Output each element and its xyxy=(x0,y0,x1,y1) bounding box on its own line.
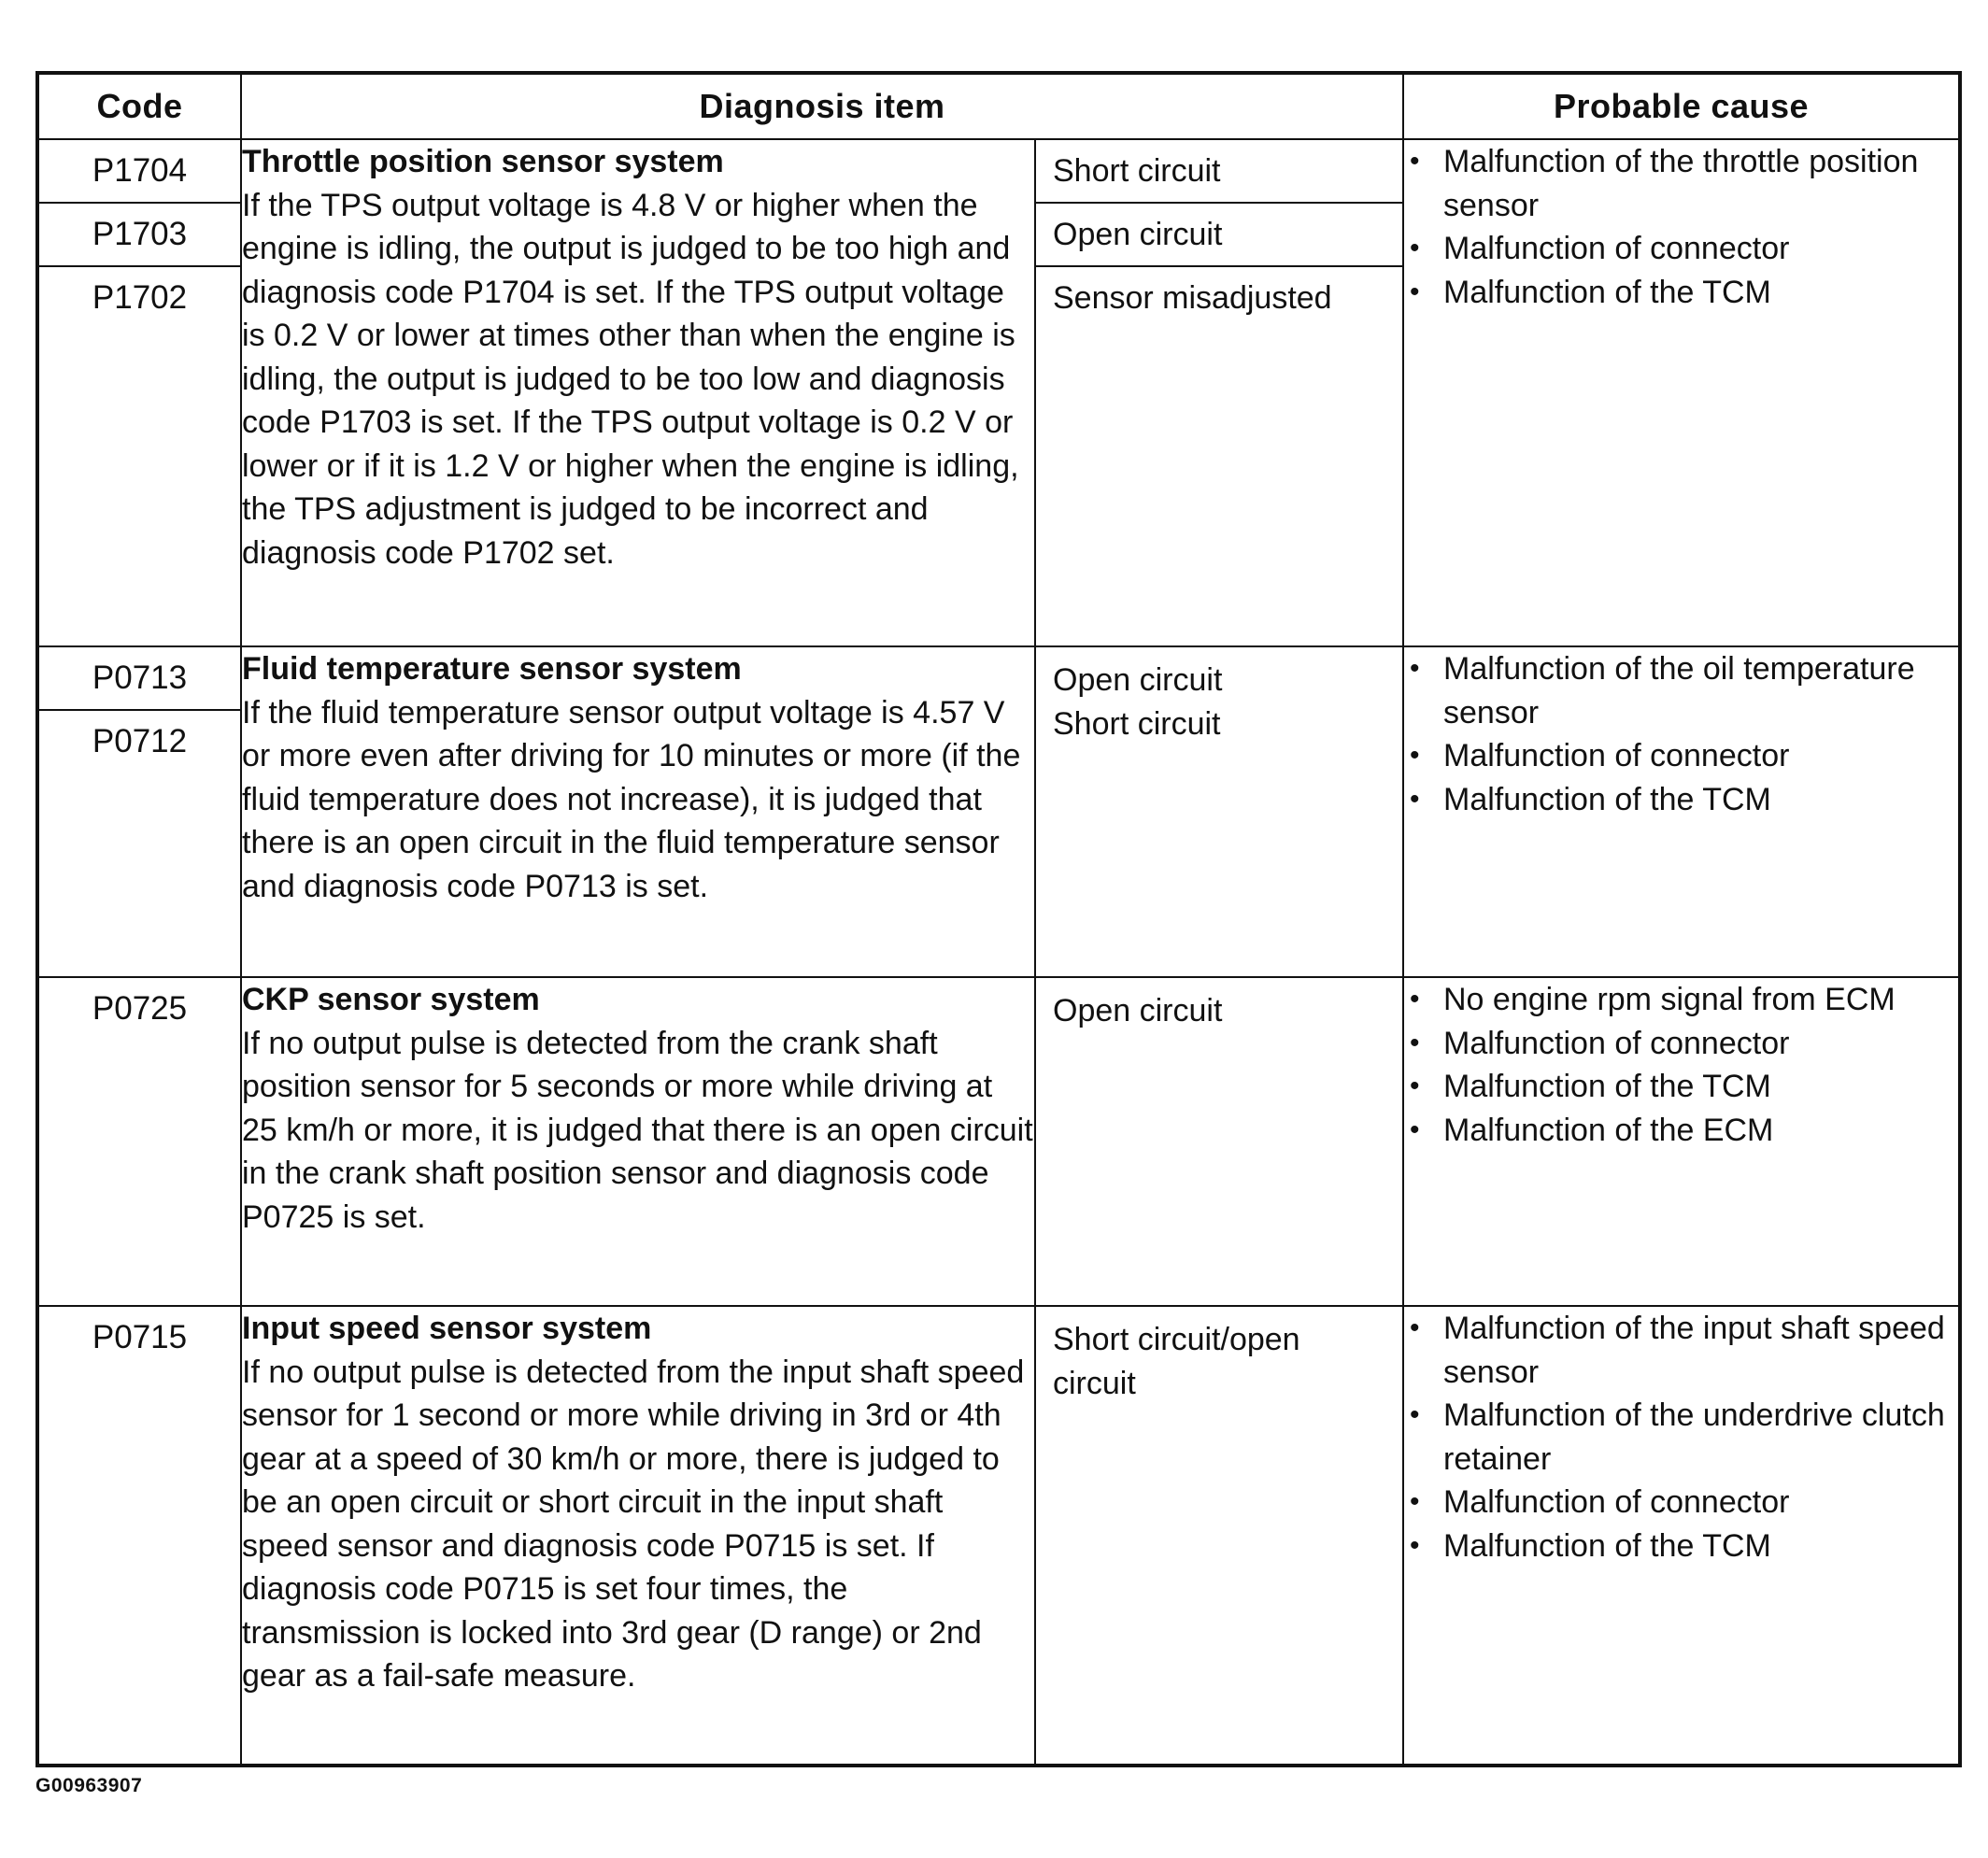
bullet-icon: • xyxy=(1410,984,1420,1014)
code-p0715: P0715 xyxy=(92,1319,188,1355)
probable-cause-cell xyxy=(1403,977,1960,1306)
bullet-icon: • xyxy=(1410,653,1420,684)
cause-list xyxy=(1404,1307,1958,1567)
bullet-icon: • xyxy=(1410,1486,1420,1517)
diagnosis-sheet xyxy=(36,71,1958,1767)
probable-cause-cell xyxy=(1403,646,1960,977)
system-title: Fluid temperature sensor system xyxy=(242,651,742,687)
code-cell xyxy=(37,1306,241,1766)
code-cell xyxy=(37,646,241,977)
description-cell xyxy=(241,1306,1035,1766)
system-title: CKP sensor system xyxy=(242,982,540,1017)
header-code: Code xyxy=(37,73,241,139)
system-description: If the TPS output voltage is 4.8 V or higher when the engine is idling, the output is judged to be too high and diagnosis code P1704 is set. If the TPS output voltage is 0.2 V or lower at times other than when the engine is idling, the output is judged to be too low and diagnosis code P1703 is set. If the TPS output voltage is 0.2 V or lower or if it is 1.2 V or higher when the engine is idling, the TPS adjustment is judged to be incorrect and diagnosis code P1702 set. xyxy=(242,187,1019,571)
probable-cause-cell xyxy=(1403,139,1960,646)
bullet-icon: • xyxy=(1410,146,1420,177)
bullet-icon: • xyxy=(1410,1113,1420,1145)
bullet-icon: • xyxy=(1410,1529,1420,1561)
table-row-fluid-temp xyxy=(37,646,1960,977)
fault-type: Short circuit xyxy=(1053,705,1221,742)
table-row-throttle xyxy=(37,139,1960,646)
description-cell xyxy=(241,646,1035,977)
fault-type: Short circuit xyxy=(1036,140,1402,204)
header-probable-cause: Probable cause xyxy=(1403,73,1960,139)
code-p1704: P1704 xyxy=(39,140,240,204)
system-description: If no output pulse is detected from the crank shaft position sensor for 5 seconds or more while driving at 25 km/h or more, it is judged that there is an open circuit in the crank shaft position sensor and diagnosis code P0725 is set. xyxy=(242,1025,1033,1235)
probable-cause-cell xyxy=(1403,1306,1960,1766)
bullet-icon: • xyxy=(1410,783,1420,815)
list-item: • Malfunction of connector xyxy=(1404,1481,1958,1525)
list-item: • Malfunction of the TCM xyxy=(1404,1065,1958,1109)
bullet-icon: • xyxy=(1410,1312,1420,1343)
fault-type-cell xyxy=(1035,139,1403,646)
code-p1703: P1703 xyxy=(39,204,240,267)
table-row-input-speed xyxy=(37,1306,1960,1766)
code-p0713: P0713 xyxy=(39,647,240,711)
fault-type: Open circuit xyxy=(1053,662,1223,698)
code-cell xyxy=(37,139,241,646)
list-item: • Malfunction of the oil temperature sensor xyxy=(1404,647,1958,734)
list-item: • Malfunction of the input shaft speed sensor xyxy=(1404,1307,1958,1394)
bullet-icon: • xyxy=(1410,1027,1420,1058)
bullet-icon: • xyxy=(1410,1071,1420,1101)
list-item: • Malfunction of the TCM xyxy=(1404,271,1958,315)
fault-type: Open circuit xyxy=(1036,204,1402,267)
table-row-ckp xyxy=(37,977,1960,1306)
fault-type: Sensor misadjusted xyxy=(1053,280,1332,316)
code-cell xyxy=(37,977,241,1306)
list-item: • Malfunction of the underdrive clutch retainer xyxy=(1404,1394,1958,1481)
figure-id: G00963907 xyxy=(36,1775,143,1796)
cause-list xyxy=(1404,647,1958,821)
list-item: • Malfunction of the TCM xyxy=(1404,778,1958,822)
fault-type: Short circuit/open circuit xyxy=(1053,1322,1300,1401)
header-row xyxy=(37,73,1960,139)
list-item: • Malfunction of connector xyxy=(1404,227,1958,271)
bullet-icon: • xyxy=(1410,1399,1420,1430)
bullet-icon: • xyxy=(1410,740,1420,771)
system-title: Input speed sensor system xyxy=(242,1311,652,1346)
code-p0712: P0712 xyxy=(92,723,188,759)
code-p1702: P1702 xyxy=(92,279,188,316)
system-description: If the fluid temperature sensor output voltage is 4.57 V or more even after driving for 10 minutes or more (if the fluid temperature does not increase), it is judged that there is an open circuit in the fluid temperature sensor and diagnosis code P0713 is set. xyxy=(242,694,1021,904)
diagnosis-table xyxy=(36,71,1962,1767)
cause-list xyxy=(1404,140,1958,314)
fault-type-cell xyxy=(1035,1306,1403,1766)
fault-type-cell xyxy=(1035,977,1403,1306)
list-item: • Malfunction of connector xyxy=(1404,734,1958,778)
description-cell xyxy=(241,977,1035,1306)
list-item: • Malfunction of the TCM xyxy=(1404,1525,1958,1568)
list-item: • Malfunction of the throttle position sensor xyxy=(1404,140,1958,227)
system-description: If no output pulse is detected from the input shaft speed sensor for 1 second or more while driving in 3rd or 4th gear at a speed of 30 km/h or more, there is judged to be an open circuit or short circuit in the input shaft speed sensor and diagnosis code P0715 is set. If diagnosis code P0715 is set four times, the transmission is locked into 3rd gear (D range) or 2nd gear as a fail-safe measure. xyxy=(242,1354,1025,1694)
system-title: Throttle position sensor system xyxy=(242,144,724,179)
fault-type-cell xyxy=(1035,646,1403,977)
code-p0725: P0725 xyxy=(92,990,188,1027)
header-diagnosis-item: Diagnosis item xyxy=(241,73,1403,139)
list-item: • Malfunction of connector xyxy=(1404,1022,1958,1066)
cause-list xyxy=(1404,978,1958,1152)
bullet-icon: • xyxy=(1410,233,1420,263)
description-cell xyxy=(241,139,1035,646)
fault-type: Open circuit xyxy=(1053,993,1223,1028)
list-item: • Malfunction of the ECM xyxy=(1404,1109,1958,1153)
bullet-icon: • xyxy=(1410,276,1420,307)
list-item: • No engine rpm signal from ECM xyxy=(1404,978,1958,1022)
